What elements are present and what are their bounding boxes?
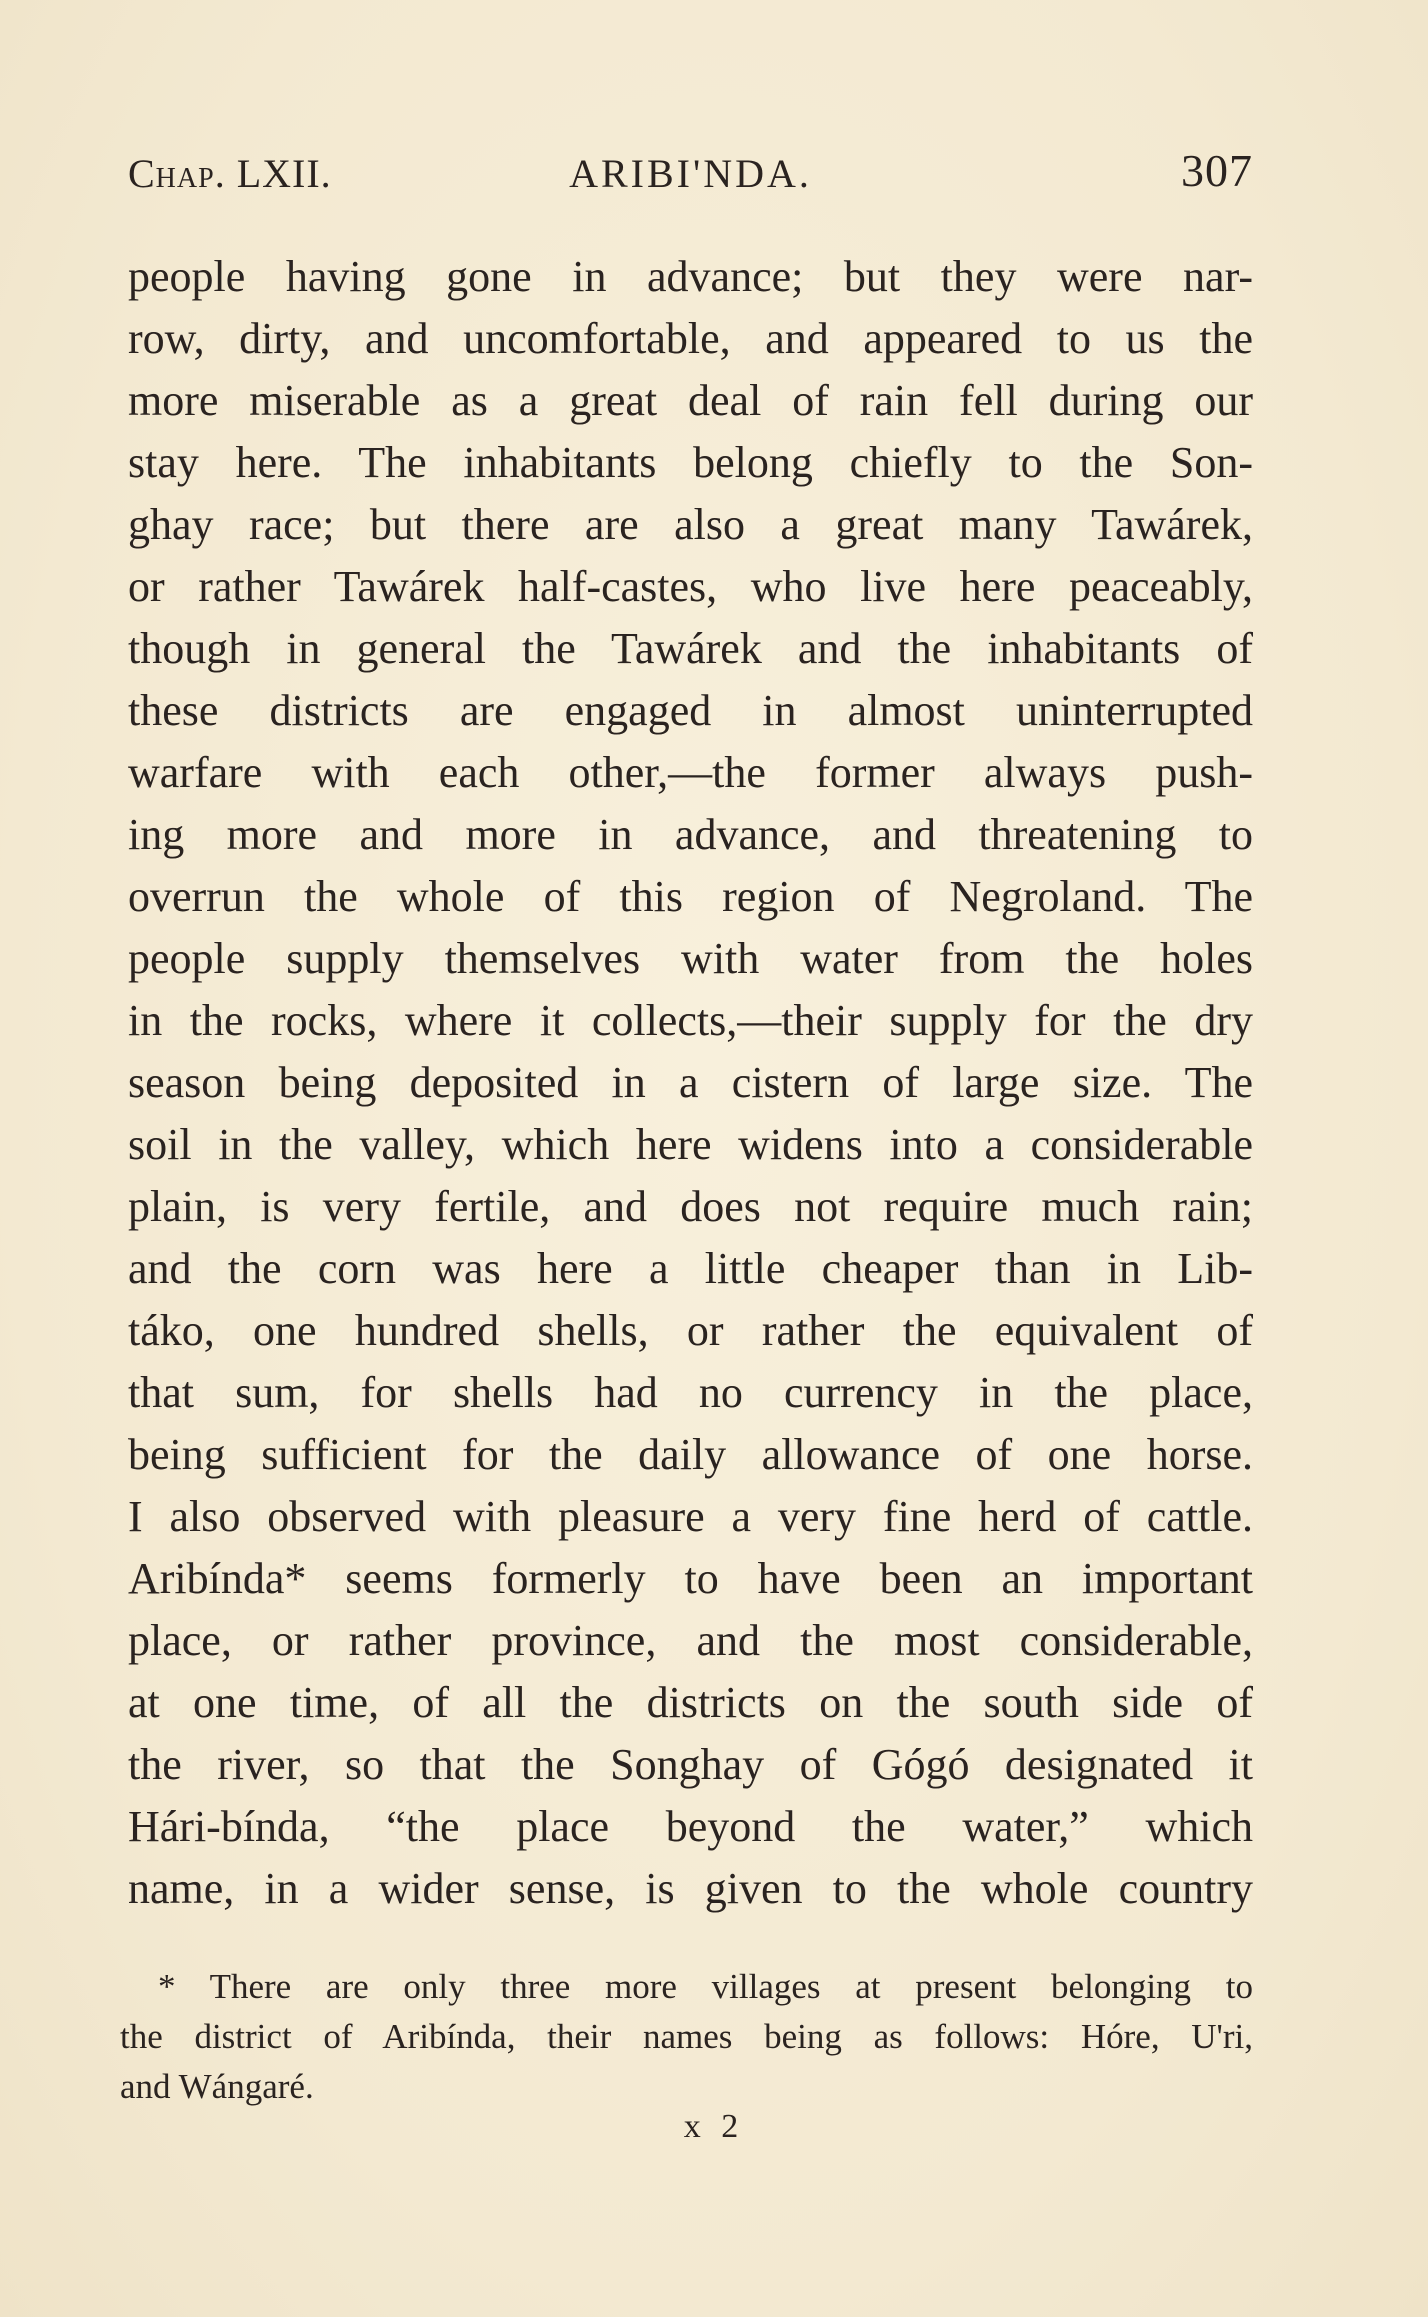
footnote (120, 1962, 1253, 2112)
text-line: in the rocks, where it collects,—their supply for the dry (128, 996, 1253, 1045)
text-line: though in general the Tawárek and the inhabitants of (128, 624, 1253, 673)
text-line: people supply themselves with water from the holes (128, 934, 1253, 983)
text-line: táko, one hundred shells, or rather the equivalent of (128, 1306, 1253, 1355)
text-line: ghay race; but there are also a great many Tawárek, (128, 500, 1253, 549)
running-header (128, 145, 1253, 210)
footnote-line: and Wángaré. (120, 2067, 314, 2106)
text-line: I also observed with pleasure a very fine herd of cattle. (128, 1492, 1253, 1541)
text-line: Aribínda* seems formerly to have been an important (128, 1554, 1253, 1603)
text-line: that sum, for shells had no currency in the place, (128, 1368, 1253, 1417)
body-text (128, 246, 1253, 1920)
text-line: name, in a wider sense, is given to the whole country (128, 1864, 1253, 1913)
text-line: ing more and more in advance, and threatening to (128, 810, 1253, 859)
running-title: ARIBI'NDA. (569, 151, 812, 196)
text-line: at one time, of all the districts on the south side of (128, 1678, 1253, 1727)
signature-mark: x 2 (683, 2108, 745, 2145)
footnote-line: * There are only three more villages at present belonging to (158, 1967, 1253, 2006)
text-line: these districts are engaged in almost uninterrupted (128, 686, 1253, 735)
footnote-line: the district of Aribínda, their names being as follows: Hóre, U'ri, (120, 2017, 1253, 2056)
text-line: warfare with each other,—the former always push- (128, 748, 1253, 797)
text-line: overrun the whole of this region of Negroland. The (128, 872, 1253, 921)
text-line: row, dirty, and uncomfortable, and appeared to us the (128, 314, 1253, 363)
text-line: soil in the valley, which here widens into a considerable (128, 1120, 1253, 1169)
page-number: 307 (1181, 145, 1253, 196)
text-line: or rather Tawárek half-castes, who live here peaceably, (128, 562, 1253, 611)
text-line: people having gone in advance; but they were nar- (128, 252, 1253, 301)
text-line: the river, so that the Songhay of Gógó designated it (128, 1740, 1253, 1789)
text-line: Hári-bínda, “the place beyond the water,” which (128, 1802, 1253, 1851)
text-line: season being deposited in a cistern of large size. The (128, 1058, 1253, 1107)
text-line: stay here. The inhabitants belong chiefly to the Son- (128, 438, 1253, 487)
chapter-label: Chap. LXII. (128, 151, 332, 196)
text-line: plain, is very fertile, and does not require much rain; (128, 1182, 1253, 1231)
text-line: being sufficient for the daily allowance of one horse. (128, 1430, 1253, 1479)
text-line: more miserable as a great deal of rain fell during our (128, 376, 1253, 425)
text-line: place, or rather province, and the most considerable, (128, 1616, 1253, 1665)
text-line: and the corn was here a little cheaper than in Lib- (128, 1244, 1253, 1293)
